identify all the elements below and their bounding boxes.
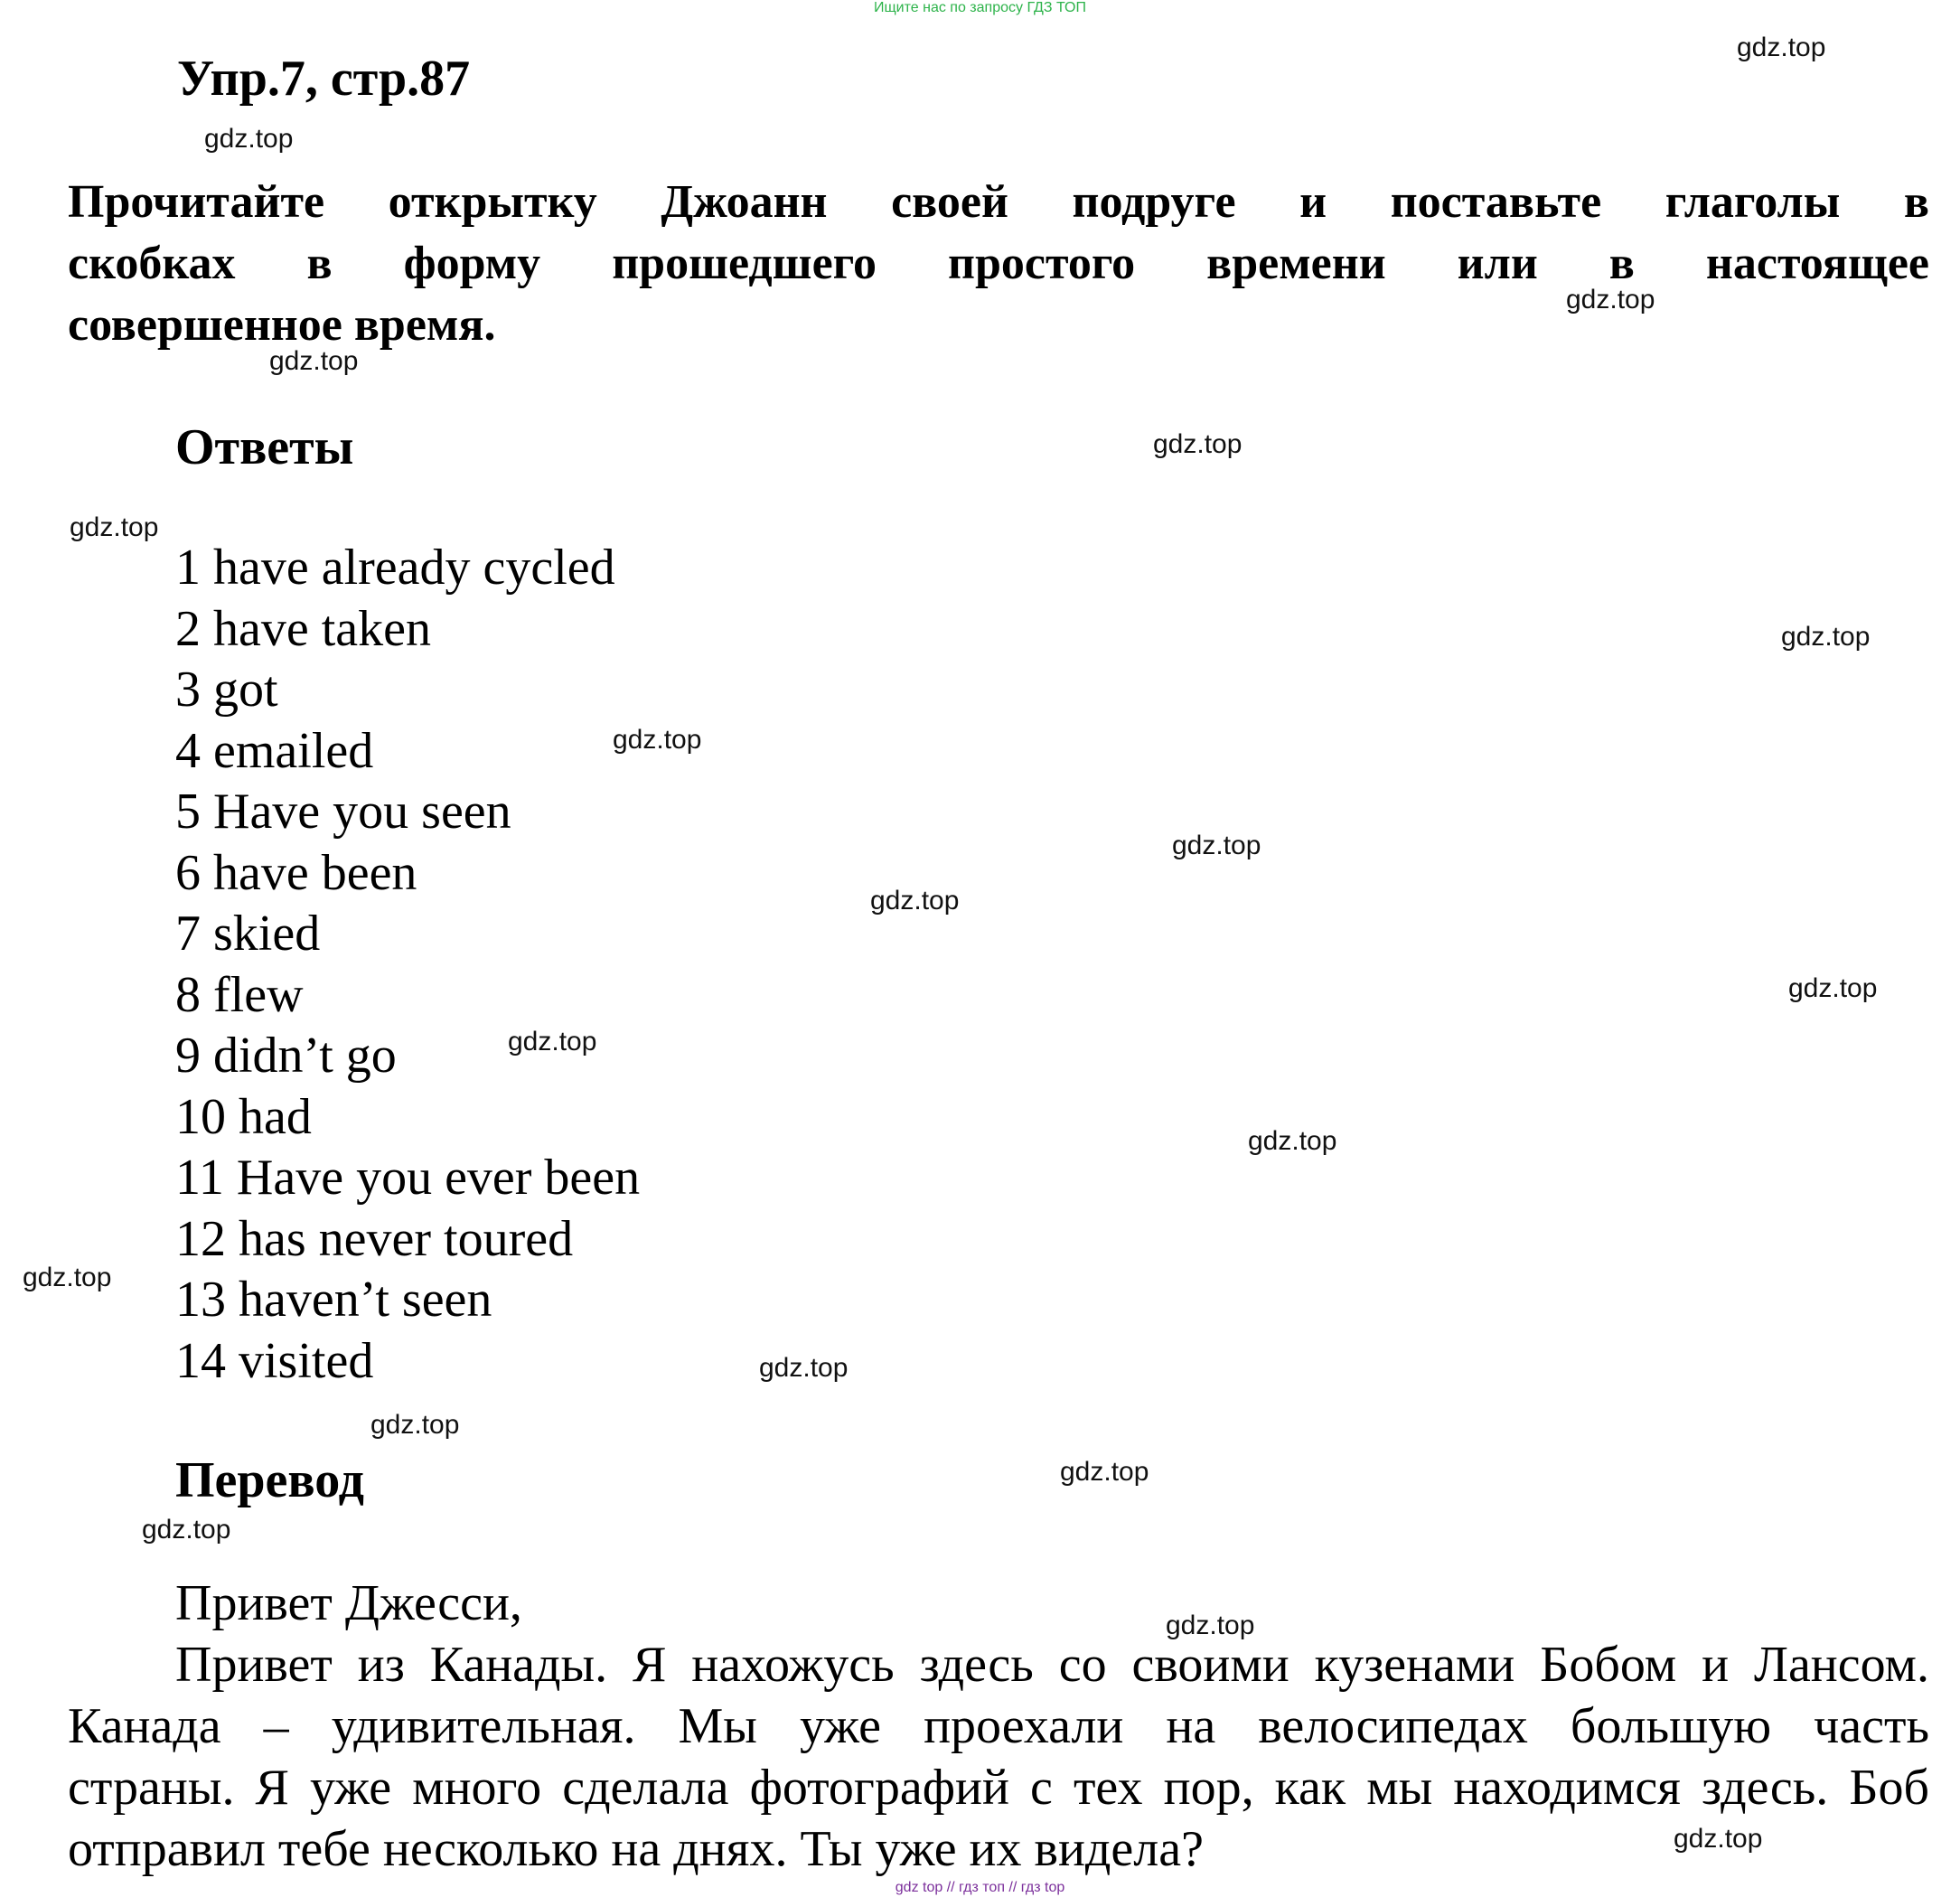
watermark: gdz.top bbox=[269, 346, 359, 376]
translation-greeting: Привет Джесси, bbox=[175, 1575, 522, 1631]
translation-line: отправил тебе несколько на днях. Ты уже их видела? bbox=[68, 1821, 1204, 1877]
answer-item: 7 skied bbox=[175, 906, 321, 962]
watermark: gdz.top bbox=[23, 1263, 112, 1292]
watermark: gdz.top bbox=[142, 1515, 231, 1545]
task-line: скобках в форму прошедшего простого времени или в настоящее bbox=[68, 238, 1929, 289]
watermark: gdz.top bbox=[1674, 1824, 1763, 1854]
answer-item: 14 visited bbox=[175, 1332, 374, 1389]
watermark: gdz.top bbox=[1566, 285, 1655, 315]
answer-item: 12 has never toured bbox=[175, 1210, 574, 1267]
watermark: gdz.top bbox=[1248, 1126, 1337, 1156]
answer-item: 9 didn’t go bbox=[175, 1028, 397, 1084]
watermark: gdz.top bbox=[870, 886, 960, 916]
task-instructions bbox=[68, 172, 1929, 356]
answer-item: 3 got bbox=[175, 662, 278, 718]
answer-item: 13 haven’t seen bbox=[175, 1272, 492, 1328]
answer-item: 8 flew bbox=[175, 966, 304, 1023]
watermark: gdz.top bbox=[508, 1027, 597, 1056]
footer-watermark: gdz top // гдз топ // гдз top bbox=[895, 1880, 1065, 1895]
task-line: совершенное время. bbox=[68, 299, 496, 351]
answer-item: 10 had bbox=[175, 1088, 312, 1145]
answers-list bbox=[175, 538, 640, 1392]
watermark: gdz.top bbox=[1781, 622, 1871, 652]
watermark: gdz.top bbox=[613, 725, 702, 755]
watermark: gdz.top bbox=[370, 1410, 460, 1440]
task-line: Прочитайте открытку Джоанн своей подруге и поставьте глаголы в bbox=[68, 176, 1929, 228]
answers-heading: Ответы bbox=[175, 419, 354, 475]
answer-item: 4 emailed bbox=[175, 722, 374, 779]
translation-heading: Перевод bbox=[175, 1452, 364, 1508]
translation-line: Привет из Канады. Я нахожусь здесь со своими кузенами Бобом и Лансом. bbox=[175, 1637, 1929, 1693]
watermark: gdz.top bbox=[204, 124, 294, 154]
watermark: gdz.top bbox=[1153, 429, 1243, 459]
answer-item: 11 Have you ever been bbox=[175, 1150, 641, 1206]
watermark: gdz.top bbox=[1788, 973, 1878, 1003]
watermark: gdz.top bbox=[1060, 1457, 1149, 1487]
watermark: gdz.top bbox=[1166, 1611, 1255, 1640]
watermark: gdz.top bbox=[759, 1353, 849, 1383]
watermark: gdz.top bbox=[1737, 33, 1826, 62]
answer-item: 5 Have you seen bbox=[175, 784, 511, 840]
watermark: gdz.top bbox=[1172, 831, 1261, 860]
translation-line: Канада – удивительная. Мы уже проехали на велосипедах большую часть bbox=[68, 1698, 1929, 1754]
page-title: Упр.7, стр.87 bbox=[177, 51, 471, 107]
top-banner: Ищите нас по запросу ГДЗ ТОП bbox=[874, 0, 1086, 15]
translation-line: страны. Я уже много сделала фотографий с тех пор, как мы находимся здесь. Боб bbox=[68, 1760, 1929, 1816]
answer-item: 1 have already cycled bbox=[175, 540, 615, 596]
answer-item: 2 have taken bbox=[175, 600, 431, 657]
translation-text bbox=[68, 1573, 1929, 1880]
watermark: gdz.top bbox=[70, 512, 159, 542]
answer-item: 6 have been bbox=[175, 844, 417, 901]
